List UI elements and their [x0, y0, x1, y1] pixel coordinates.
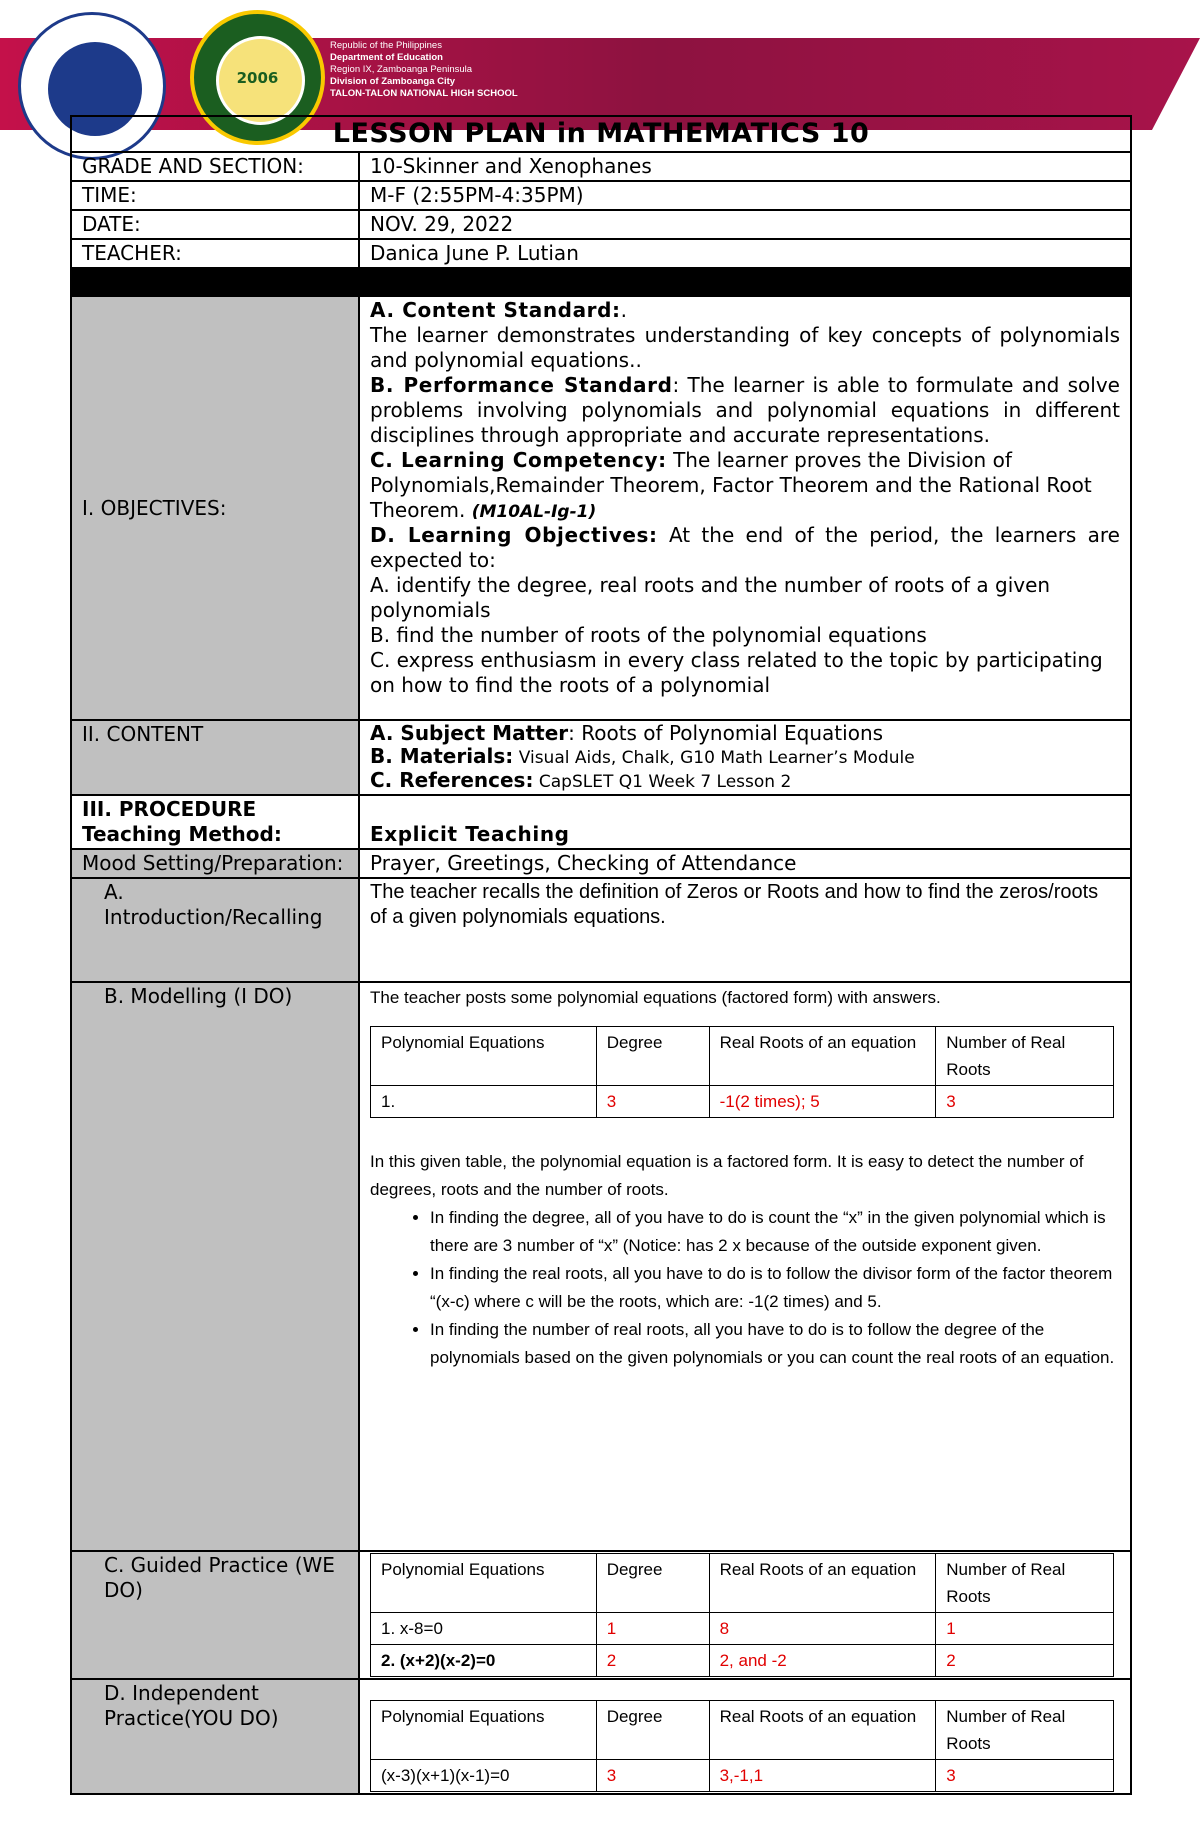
modelling-explanation: In this given table, the polynomial equation is a factored form. It is easy to detect the number of degrees, roots and the number of roots. [370, 1152, 1084, 1199]
table-cell: 1. x-8=0 [371, 1613, 597, 1645]
table-cell: 3 [596, 1760, 709, 1792]
table-header: Number of Real Roots [936, 1554, 1114, 1613]
content-label [71, 720, 359, 795]
subject-matter-heading: A. Subject Matter [370, 721, 569, 745]
objectives-cell [359, 296, 1131, 720]
header-line: Department of Education [330, 52, 443, 63]
references-text: CapSLET Q1 Week 7 Lesson 2 [533, 772, 792, 792]
table-header: Polynomial Equations [371, 1027, 597, 1086]
independent-table [370, 1700, 1114, 1792]
info-value: 10-Skinner and Xenophanes [359, 152, 1131, 181]
header-line: Region IX, Zamboanga Peninsula [330, 64, 473, 75]
header-line: Republic of the Philippines [330, 40, 442, 51]
table-header: Degree [596, 1701, 709, 1760]
table-header: Number of Real Roots [936, 1027, 1114, 1086]
guided-table [370, 1553, 1114, 1677]
table-cell: (x-3)(x+1)(x-1)=0 [371, 1760, 597, 1792]
table-cell: 3,-1,1 [709, 1760, 936, 1792]
independent-practice-label: D. Independent Practice(YOU DO) [71, 1679, 359, 1794]
teaching-method-label: Teaching Method: [82, 822, 282, 846]
table-cell: 8 [709, 1613, 936, 1645]
mood-setting-text: Prayer, Greetings, Checking of Attendance [359, 849, 1131, 878]
learning-competency-text: The learner proves the Division of Polynomials,Remainder Theorem, Factor Theorem and the Rational Root Theorem. [370, 448, 1092, 522]
table-cell: 3 [936, 1760, 1114, 1792]
table-header: Real Roots of an equation [709, 1554, 936, 1613]
teaching-method-value: Explicit Teaching [370, 822, 570, 846]
list-item: • In finding the number of real roots, all you have to do is to follow the degree of the polynomials based on the given polynomials or you can count the real roots of an equation. [430, 1316, 1120, 1372]
table-cell: 1 [936, 1613, 1114, 1645]
learning-objectives-text: At the end of the period, the learners are expected to: [370, 523, 1120, 572]
procedure-label [71, 795, 359, 849]
materials-heading: B. Materials: [370, 744, 514, 768]
modelling-intro: The teacher posts some polynomial equations (factored form) with answers. [370, 988, 941, 1007]
guided-practice-cell [359, 1551, 1131, 1679]
table-cell: 3 [596, 1086, 709, 1118]
model-table [370, 1026, 1114, 1118]
table-header: Number of Real Roots [936, 1701, 1114, 1760]
content-standard-text: The learner demonstrates understanding of key concepts of polynomials and polynomial equations.. [370, 323, 1120, 372]
content-cell [359, 720, 1131, 795]
lesson-plan-table [70, 115, 1132, 1795]
table-cell: 2, and -2 [709, 1645, 936, 1677]
objectives-label: I. OBJECTIVES: [71, 296, 359, 720]
table-cell: -1(2 times); 5 [709, 1086, 936, 1118]
content-label-text: II. CONTENT [82, 722, 204, 746]
table-header: Degree [596, 1554, 709, 1613]
objective-item: C. express enthusiasm in every class related to the topic by participating on how to find the roots of a polynomial [370, 648, 1103, 697]
table-cell: 2. (x+2)(x-2)=0 [371, 1645, 597, 1677]
table-header: Real Roots of an equation [709, 1701, 936, 1760]
page-title: LESSON PLAN in MATHEMATICS 10 [71, 116, 1131, 152]
info-value: NOV. 29, 2022 [359, 210, 1131, 239]
info-label: DATE: [71, 210, 359, 239]
info-value: Danica June P. Lutian [359, 239, 1131, 268]
modelling-cell [359, 982, 1131, 1551]
table-header: Real Roots of an equation [709, 1027, 936, 1086]
modelling-label: B. Modelling (I DO) [71, 982, 359, 1551]
competency-code: (M10AL-Ig-1) [471, 502, 597, 522]
learning-objectives-heading: D. Learning Objectives: [370, 523, 658, 547]
list-item: • In finding the degree, all of you have to do is count the “x” in the given polynomial which is there are 3 number of “x” (Notice: has 2 x because of the outside exponent given. [430, 1204, 1120, 1260]
table-header: Polynomial Equations [371, 1701, 597, 1760]
header-line: Division of Zamboanga City [330, 76, 456, 87]
introduction-text: The teacher recalls the definition of Zeros or Roots and how to find the zeros/roots of a given polynomials equations. [359, 878, 1131, 982]
introduction-label: A. Introduction/Recalling [71, 878, 359, 982]
table-cell: 3 [936, 1086, 1114, 1118]
info-label: GRADE AND SECTION: [71, 152, 359, 181]
table-cell: 1 [596, 1613, 709, 1645]
header-line: TALON-TALON NATIONAL HIGH SCHOOL [330, 88, 518, 99]
letterhead-text [330, 40, 518, 100]
table-cell: 2 [936, 1645, 1114, 1677]
info-label: TIME: [71, 181, 359, 210]
modelling-bullets [370, 1204, 1120, 1372]
table-header: Polynomial Equations [371, 1554, 597, 1613]
divider-bar [71, 268, 1131, 296]
school-seal-logo: 2006 [190, 10, 325, 145]
references-heading: C. References: [370, 768, 534, 792]
performance-standard-text: : The learner is able to formulate and solve problems involving polynomials and polynomial equations in different disciplines through appropriate and accurate representations. [370, 373, 1120, 447]
objective-item: A. identify the degree, real roots and the number of roots of a given polynomials [370, 573, 1051, 622]
guided-practice-label: C. Guided Practice (WE DO) [71, 1551, 359, 1679]
materials-text: Visual Aids, Chalk, G10 Math Learner’s Module [513, 748, 915, 768]
info-label: TEACHER: [71, 239, 359, 268]
table-cell: 1. [371, 1086, 597, 1118]
table-header: Degree [596, 1027, 709, 1086]
independent-practice-cell [359, 1679, 1131, 1794]
content-standard-heading: A. Content Standard: [370, 298, 621, 322]
learning-competency-heading: C. Learning Competency: [370, 448, 667, 472]
list-item: • In finding the real roots, all you have to do is to follow the divisor form of the factor theorem “(x-c) where c will be the roots, which are: -1(2 times) and 5. [430, 1260, 1120, 1316]
mood-setting-label: Mood Setting/Preparation: [71, 849, 359, 878]
content-standard-tail: . [620, 298, 628, 322]
info-value: M-F (2:55PM-4:35PM) [359, 181, 1131, 210]
subject-matter-text: : Roots of Polynomial Equations [568, 721, 884, 745]
table-cell: 2 [596, 1645, 709, 1677]
teaching-method-cell [359, 795, 1131, 849]
performance-standard-heading: B. Performance Standard [370, 373, 673, 397]
objective-item: B. find the number of roots of the polynomial equations [370, 623, 927, 647]
procedure-heading: III. PROCEDURE [82, 797, 257, 821]
